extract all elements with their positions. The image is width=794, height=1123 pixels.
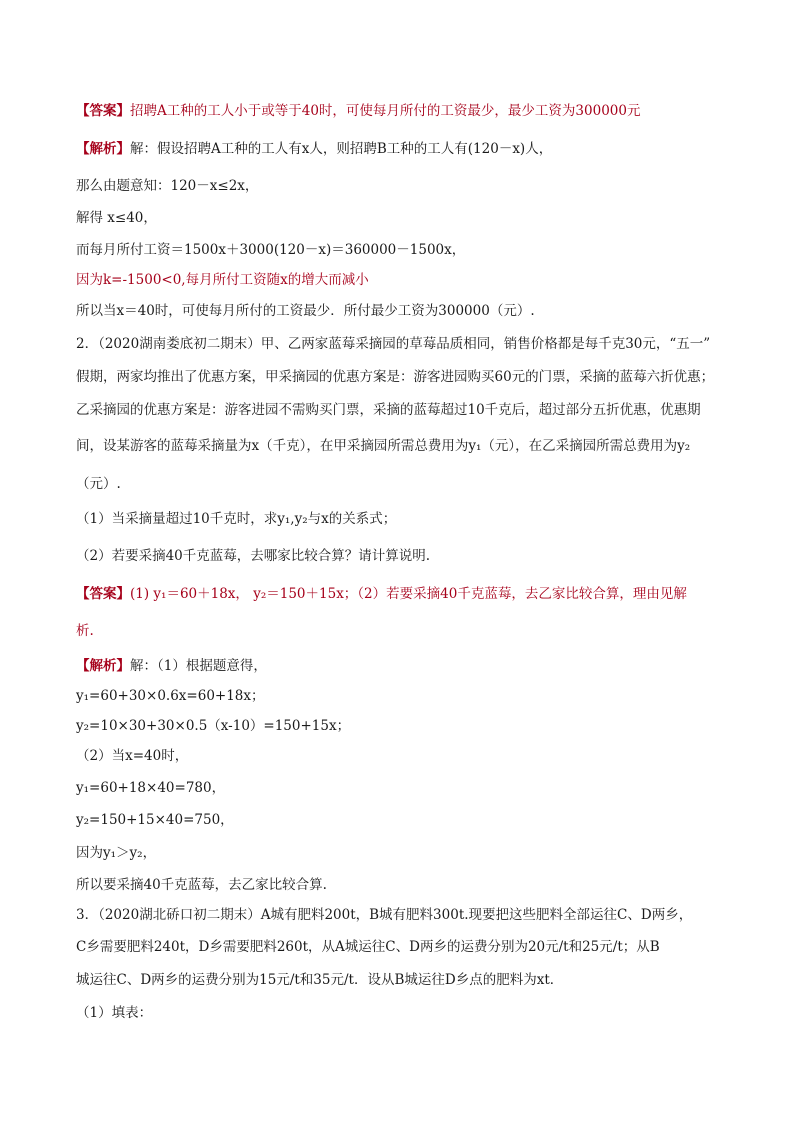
q2-answer-line-2: 析. — [76, 623, 94, 639]
q3-sub-1: （1）填表： — [76, 1005, 153, 1021]
q2-stem-1: 2．（2020湖南娄底初二期末）甲、乙两家蓝莓采摘园的草莓品质相同，销售价格都是每千克30元，“五一” — [76, 336, 711, 352]
q2-stem-3: 乙采摘园的优惠方案是：游客进园不需购买门票，采摘的蓝莓超过10千克后，超过部分五折优惠，优惠期 — [76, 402, 701, 418]
q2-sub-1: （1）当采摘量超过10千克时，求y₁,y₂与x的关系式； — [76, 511, 397, 527]
q3-stem-2: C乡需要肥料240t，D乡需要肥料260t，从A城运往C、D两乡的运费分别为20元/t和25元/t；从B — [76, 939, 660, 955]
q1-line-5: 因为k=-1500<0,每月所付工资随x的增大而减小 — [76, 272, 369, 288]
answer-text: (1) y₁＝60＋18x， y₂＝150＋15x；（2）若要采摘40千克蓝莓，去乙家比较合算，理由见解 — [130, 586, 687, 602]
q1-line-3: 解得 x≤40， — [76, 210, 157, 226]
q2-calc-6: 因为y₁＞y₂， — [76, 845, 157, 861]
q3-stem-1: 3．（2020湖北硚口初二期末）A城有肥料200t，B城有肥料300t.现要把这些肥料全部运往C、D两乡， — [76, 907, 693, 923]
answer-tag: 【答案】 — [76, 586, 130, 602]
q1-answer-line — [76, 101, 640, 121]
q2-stem-4: 间，设某游客的蓝莓采摘量为x（千克），在甲采摘园所需总费用为y₁（元），在乙采摘园所需总费用为y₂ — [76, 438, 691, 454]
q1-line-4: 而每月所付工资＝1500x＋3000(120－x)＝360000－1500x， — [76, 242, 466, 258]
q2-analysis-line — [76, 656, 267, 676]
analysis-tag: 【解析】 — [76, 141, 130, 157]
q2-calc-1: y₁=60+30×0.6x=60+18x； — [76, 688, 265, 704]
q2-calc-5: y₂=150+15×40=750， — [76, 812, 234, 828]
q2-calc-2: y₂=10×30+30×0.5（x-10）=150+15x； — [76, 718, 351, 734]
q2-answer-line — [76, 584, 687, 604]
analysis-text: 解：（1）根据题意得， — [130, 658, 267, 674]
analysis-tag: 【解析】 — [76, 658, 130, 674]
q2-stem-5: （元）. — [76, 476, 121, 492]
q2-stem-2: 假期，两家均推出了优惠方案，甲采摘园的优惠方案是：游客进园购买60元的门票，采摘的蓝莓六折优惠； — [76, 369, 715, 385]
q1-line-2: 那么由题意知：120－x≤2x， — [76, 178, 259, 194]
analysis-text: 解：假设招聘A工种的工人有x人，则招聘B工种的工人有(120－x)人， — [130, 141, 553, 157]
q2-calc-7: 所以要采摘40千克蓝莓，去乙家比较合算. — [76, 877, 327, 893]
q2-calc-3: （2）当x=40时， — [76, 748, 189, 764]
q3-stem-3: 城运往C、D两乡的运费分别为15元/t和35元/t．设从B城运往D乡点的肥料为xt． — [76, 972, 564, 988]
q1-line-6: 所以当x＝40时，可使每月所付的工资最少．所付最少工资为300000（元）. — [76, 303, 535, 319]
q2-calc-4: y₁=60+18×40=780， — [76, 780, 226, 796]
q2-sub-2: （2）若要采摘40千克蓝莓，去哪家比较合算？请计算说明. — [76, 548, 431, 564]
q1-analysis-line — [76, 139, 552, 159]
answer-text: 招聘A工种的工人小于或等于40时，可使每月所付的工资最少，最少工资为300000元 — [130, 103, 641, 119]
answer-tag: 【答案】 — [76, 103, 130, 119]
